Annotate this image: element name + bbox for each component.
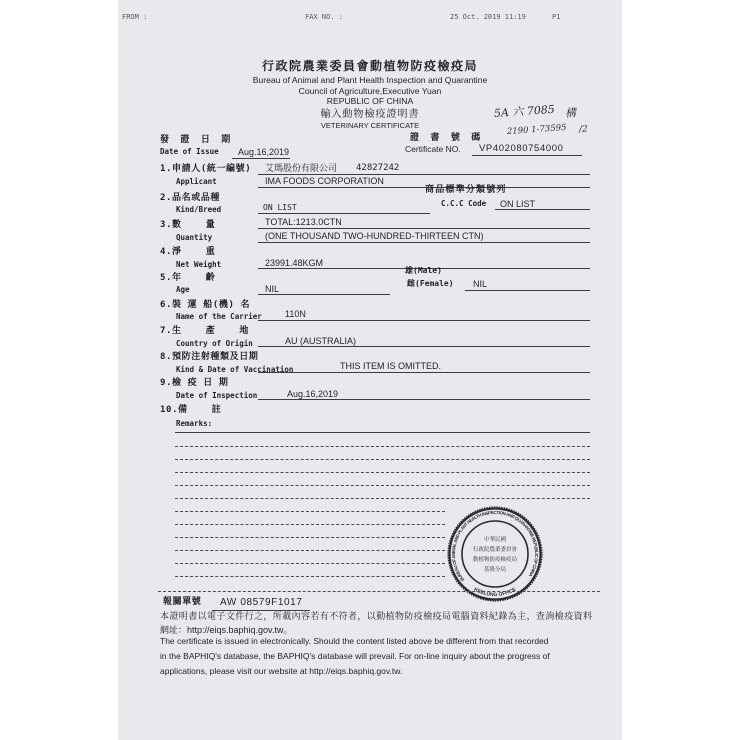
remarks-line [175, 511, 445, 512]
handwritten-note-suffix: /2 [578, 124, 589, 135]
age-value: NIL [265, 284, 280, 294]
fax-datetime: 25 Oct. 2019 11:19 [450, 13, 526, 21]
notice-en-line1: The certificate is issued in electronically. Should the content listed above be different from that recorded [160, 636, 549, 646]
ccc-code-value: ON LIST [500, 199, 536, 209]
remarks-line [175, 537, 445, 538]
fax-page: P1 [552, 13, 561, 21]
seal-inner-line: 動植物防疫檢疫局 [472, 557, 518, 563]
vaccination-label: Kind & Date of Vaccination [176, 365, 294, 374]
origin-rule [258, 346, 590, 347]
remarks-line [175, 446, 590, 447]
seal-inner-line: 基隆分局 [483, 567, 507, 573]
seal-inner-line: 中華民國 [483, 537, 507, 543]
handwritten-note-line1: 5A 六 7085 [493, 102, 556, 120]
certificate-number-value: VP402080754000 [479, 143, 564, 154]
certificate-number-label-zh: 證 書 號 碼 [410, 133, 484, 143]
handwritten-note-mark: 構 [564, 106, 577, 120]
inspection-label: Date of Inspection [176, 391, 258, 400]
agency-title-zh: 行政院農業委員會動植物防疫檢疫局 [261, 59, 478, 73]
seal-outer-ring [450, 509, 541, 600]
vaccination-value: THIS ITEM IS OMITTED. [340, 361, 441, 371]
applicant-name-en: IMA FOODS CORPORATION [265, 176, 384, 186]
seal-ring-bottom-text: KEELUNG OFFICE [472, 586, 518, 599]
fax-number: FAX NO. : [305, 13, 343, 21]
inspection-value: Aug.16,2019 [287, 389, 339, 399]
customs-label: 報關單號 [163, 597, 202, 607]
origin-label: Country of Origin [176, 339, 253, 348]
document-title-zh: 輸入動物檢疫證明書 [320, 109, 420, 120]
issue-date-label-zh: 發 證 日 期 [160, 135, 234, 145]
remarks-line [175, 550, 445, 551]
seal-inner-line: 行政院農業委員會 [472, 547, 518, 553]
remarks-line [175, 576, 445, 577]
female-rule [465, 290, 590, 291]
remarks-line [175, 432, 590, 433]
seal-inner-ring [462, 521, 528, 587]
net-weight-label-zh: 4.淨 重 [160, 247, 216, 257]
notice-zh-line1: 本證明書以電子文件行之，所載內容若有不符者，以動植物防疫檢疫局電腦資料紀錄為主，查詢檢疫資料 [160, 611, 593, 621]
certificate-number-label: Certificate NO. [405, 144, 461, 154]
footer-separator [158, 591, 600, 592]
male-label: 雄(Male) [405, 266, 442, 275]
ccc-code-label-zh: 商品標準分類號列 [425, 185, 507, 195]
remarks-line [175, 524, 445, 525]
notice-en-line2: in the BAPHIQ's database, the BAPHIQ's database will prevail. For on-line inquiry about the progress of [160, 651, 550, 661]
carrier-label: Name of the Carrier [176, 312, 262, 321]
quantity-value: TOTAL:1213.0CTN [265, 217, 342, 227]
remarks-line [175, 498, 590, 499]
remarks-label: Remarks: [176, 419, 213, 428]
remarks-line [175, 563, 445, 564]
carrier-rule [258, 320, 590, 321]
origin-value: AU (AUSTRALIA) [285, 336, 357, 346]
customs-value: AW 08579F1017 [220, 597, 303, 608]
issue-date-value: Aug.16,2019 [238, 147, 290, 157]
council-title: Council of Agriculture,Executive Yuan [298, 86, 442, 96]
remarks-line [175, 459, 590, 460]
applicant-rule-2 [258, 187, 590, 188]
certificate-number-rule [472, 155, 582, 156]
female-label: 雌(Female) [407, 279, 454, 288]
applicant-name-zh: 艾瑪股份有限公司 [265, 163, 338, 173]
inspection-label-zh: 9.檢 疫 日 期 [160, 378, 229, 388]
quantity-value-words: (ONE THOUSAND TWO-HUNDRED-THIRTEEN CTN) [265, 231, 484, 241]
vaccination-label-zh: 8.預防注射種類及日期 [160, 352, 259, 362]
age-rule [258, 294, 390, 295]
agency-title-en: Bureau of Animal and Plant Health Inspection and Quarantine [252, 75, 488, 85]
quantity-label: Quantity [176, 233, 213, 242]
carrier-label-zh: 6.裝 運 船(機) 名 [160, 300, 251, 310]
remarks-line [175, 485, 590, 486]
female-value: NIL [473, 279, 488, 289]
quantity-rule-1 [258, 228, 590, 229]
origin-label-zh: 7.生 產 地 [160, 326, 249, 336]
kind-label-zh: 2.品名或品種 [160, 193, 221, 203]
notice-zh-line2: 網址：http://eiqs.baphiq.gov.tw。 [160, 625, 293, 635]
remarks-label-zh: 10.備 註 [160, 405, 222, 415]
applicant-tax-id: 42827242 [356, 163, 400, 173]
official-seal [447, 506, 543, 602]
remarks-line [175, 472, 590, 473]
applicant-label-zh: 1.申請人(統一編號) [160, 164, 252, 174]
issue-date-rule [232, 158, 290, 159]
vaccination-rule [258, 372, 590, 373]
country-title: REPUBLIC OF CHINA [326, 96, 414, 106]
seal-ring-text: BUREAU OF ANIMAL AND PLANT HEALTH INSPECTION AND QUARANTINE REPUBLIC OF CHINA [450, 509, 540, 583]
applicant-label: Applicant [176, 177, 217, 186]
applicant-rule-1 [258, 174, 590, 175]
notice-en-line3: applications, please visit our website at http://eiqs.baphiq.gov.tw. [160, 666, 403, 676]
issue-date-label: Date of Issue [160, 147, 219, 156]
quantity-label-zh: 3.數 量 [160, 220, 216, 230]
document-title-en: VETERINARY CERTIFICATE [320, 121, 420, 130]
carrier-value: 110N [285, 309, 306, 319]
age-label: Age [176, 285, 190, 294]
ccc-code-rule [495, 209, 590, 210]
age-label-zh: 5.年 齡 [160, 273, 216, 283]
inspection-rule [258, 399, 590, 400]
kind-label: Kind/Breed [176, 205, 222, 214]
kind-rule [258, 213, 430, 214]
handwritten-note-line2: 2190 1-73595 [506, 122, 567, 137]
ccc-code-label: C.C.C Code [441, 199, 487, 208]
net-weight-value: 23991.48KGM [265, 258, 324, 268]
quantity-rule-2 [258, 242, 590, 243]
net-weight-label: Net Weight [176, 260, 222, 269]
fax-from: FROM : [122, 13, 148, 21]
kind-value: ON LIST [263, 203, 297, 212]
